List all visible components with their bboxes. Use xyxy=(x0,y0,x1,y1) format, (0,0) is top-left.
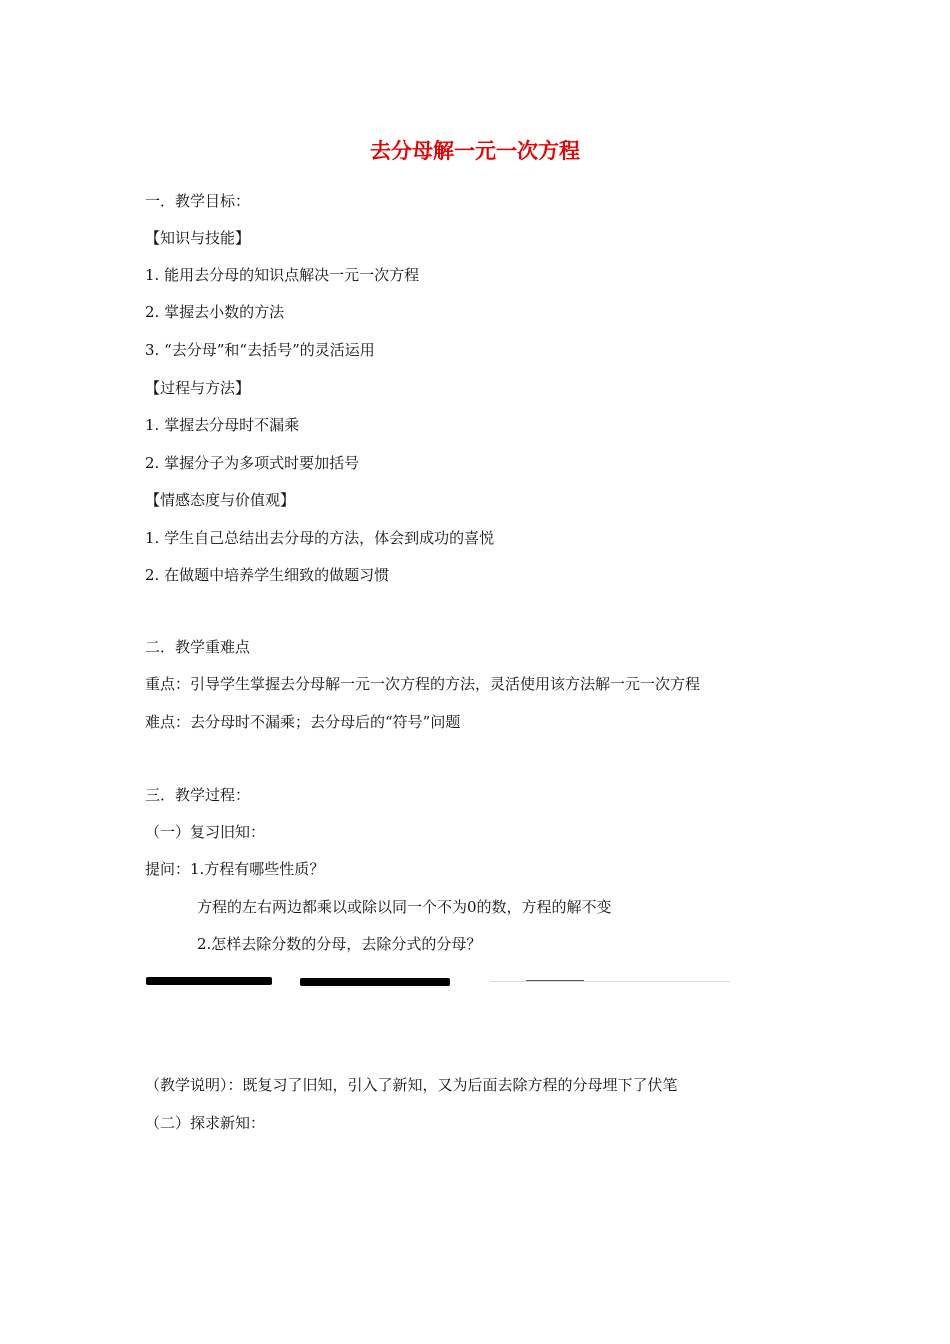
subsection-attitude-values: 【情感态度与价值观】 xyxy=(145,491,296,509)
answer-text: 方程的左右两边都乘以或除以同一个不为0的数，方程的解不变 xyxy=(197,898,612,916)
faint-rule xyxy=(526,980,584,981)
redacted-bar xyxy=(146,977,272,985)
document-title: 去分母解一元一次方程 xyxy=(370,139,580,163)
section-3-heading: 三．教学过程： xyxy=(145,786,251,804)
section-2-heading: 二．教学重难点 xyxy=(145,638,251,656)
subsection-knowledge-skills: 【知识与技能】 xyxy=(145,229,251,247)
teaching-note: （教学说明）：既复习了旧知，引入了新知，又为后面去除方程的分母埋下了伏笔 xyxy=(145,1076,678,1094)
list-item: 2. 掌握去小数的方法 xyxy=(145,303,285,321)
list-item: 2. 掌握分子为多项式时要加括号 xyxy=(145,454,360,472)
difficult-point-text: 难点：去分母时不漏乘；去分母后的“符号”问题 xyxy=(145,713,461,731)
list-item: 1. 掌握去分母时不漏乘 xyxy=(145,416,300,434)
subsection-process-method: 【过程与方法】 xyxy=(145,379,251,397)
question-text: 2.怎样去除分数的分母，去除分式的分母？ xyxy=(197,935,482,953)
list-item: 1. 学生自己总结出去分母的方法，体会到成功的喜悦 xyxy=(145,529,495,547)
list-item: 3. “去分母”和“去括号”的灵活运用 xyxy=(145,341,375,359)
key-point-text: 重点：引导学生掌握去分母解一元一次方程的方法，灵活使用该方法解一元一次方程 xyxy=(145,675,701,693)
redacted-bar xyxy=(300,978,450,986)
subsection-explore: （二）探求新知： xyxy=(145,1114,266,1132)
question-text: 提问：1.方程有哪些性质？ xyxy=(145,860,325,878)
list-item: 1. 能用去分母的知识点解决一元一次方程 xyxy=(145,266,420,284)
list-item: 2. 在做题中培养学生细致的做题习惯 xyxy=(145,566,390,584)
section-1-heading: 一．教学目标： xyxy=(145,192,251,210)
faint-rule xyxy=(490,981,730,982)
subsection-review: （一）复习旧知： xyxy=(145,823,266,841)
